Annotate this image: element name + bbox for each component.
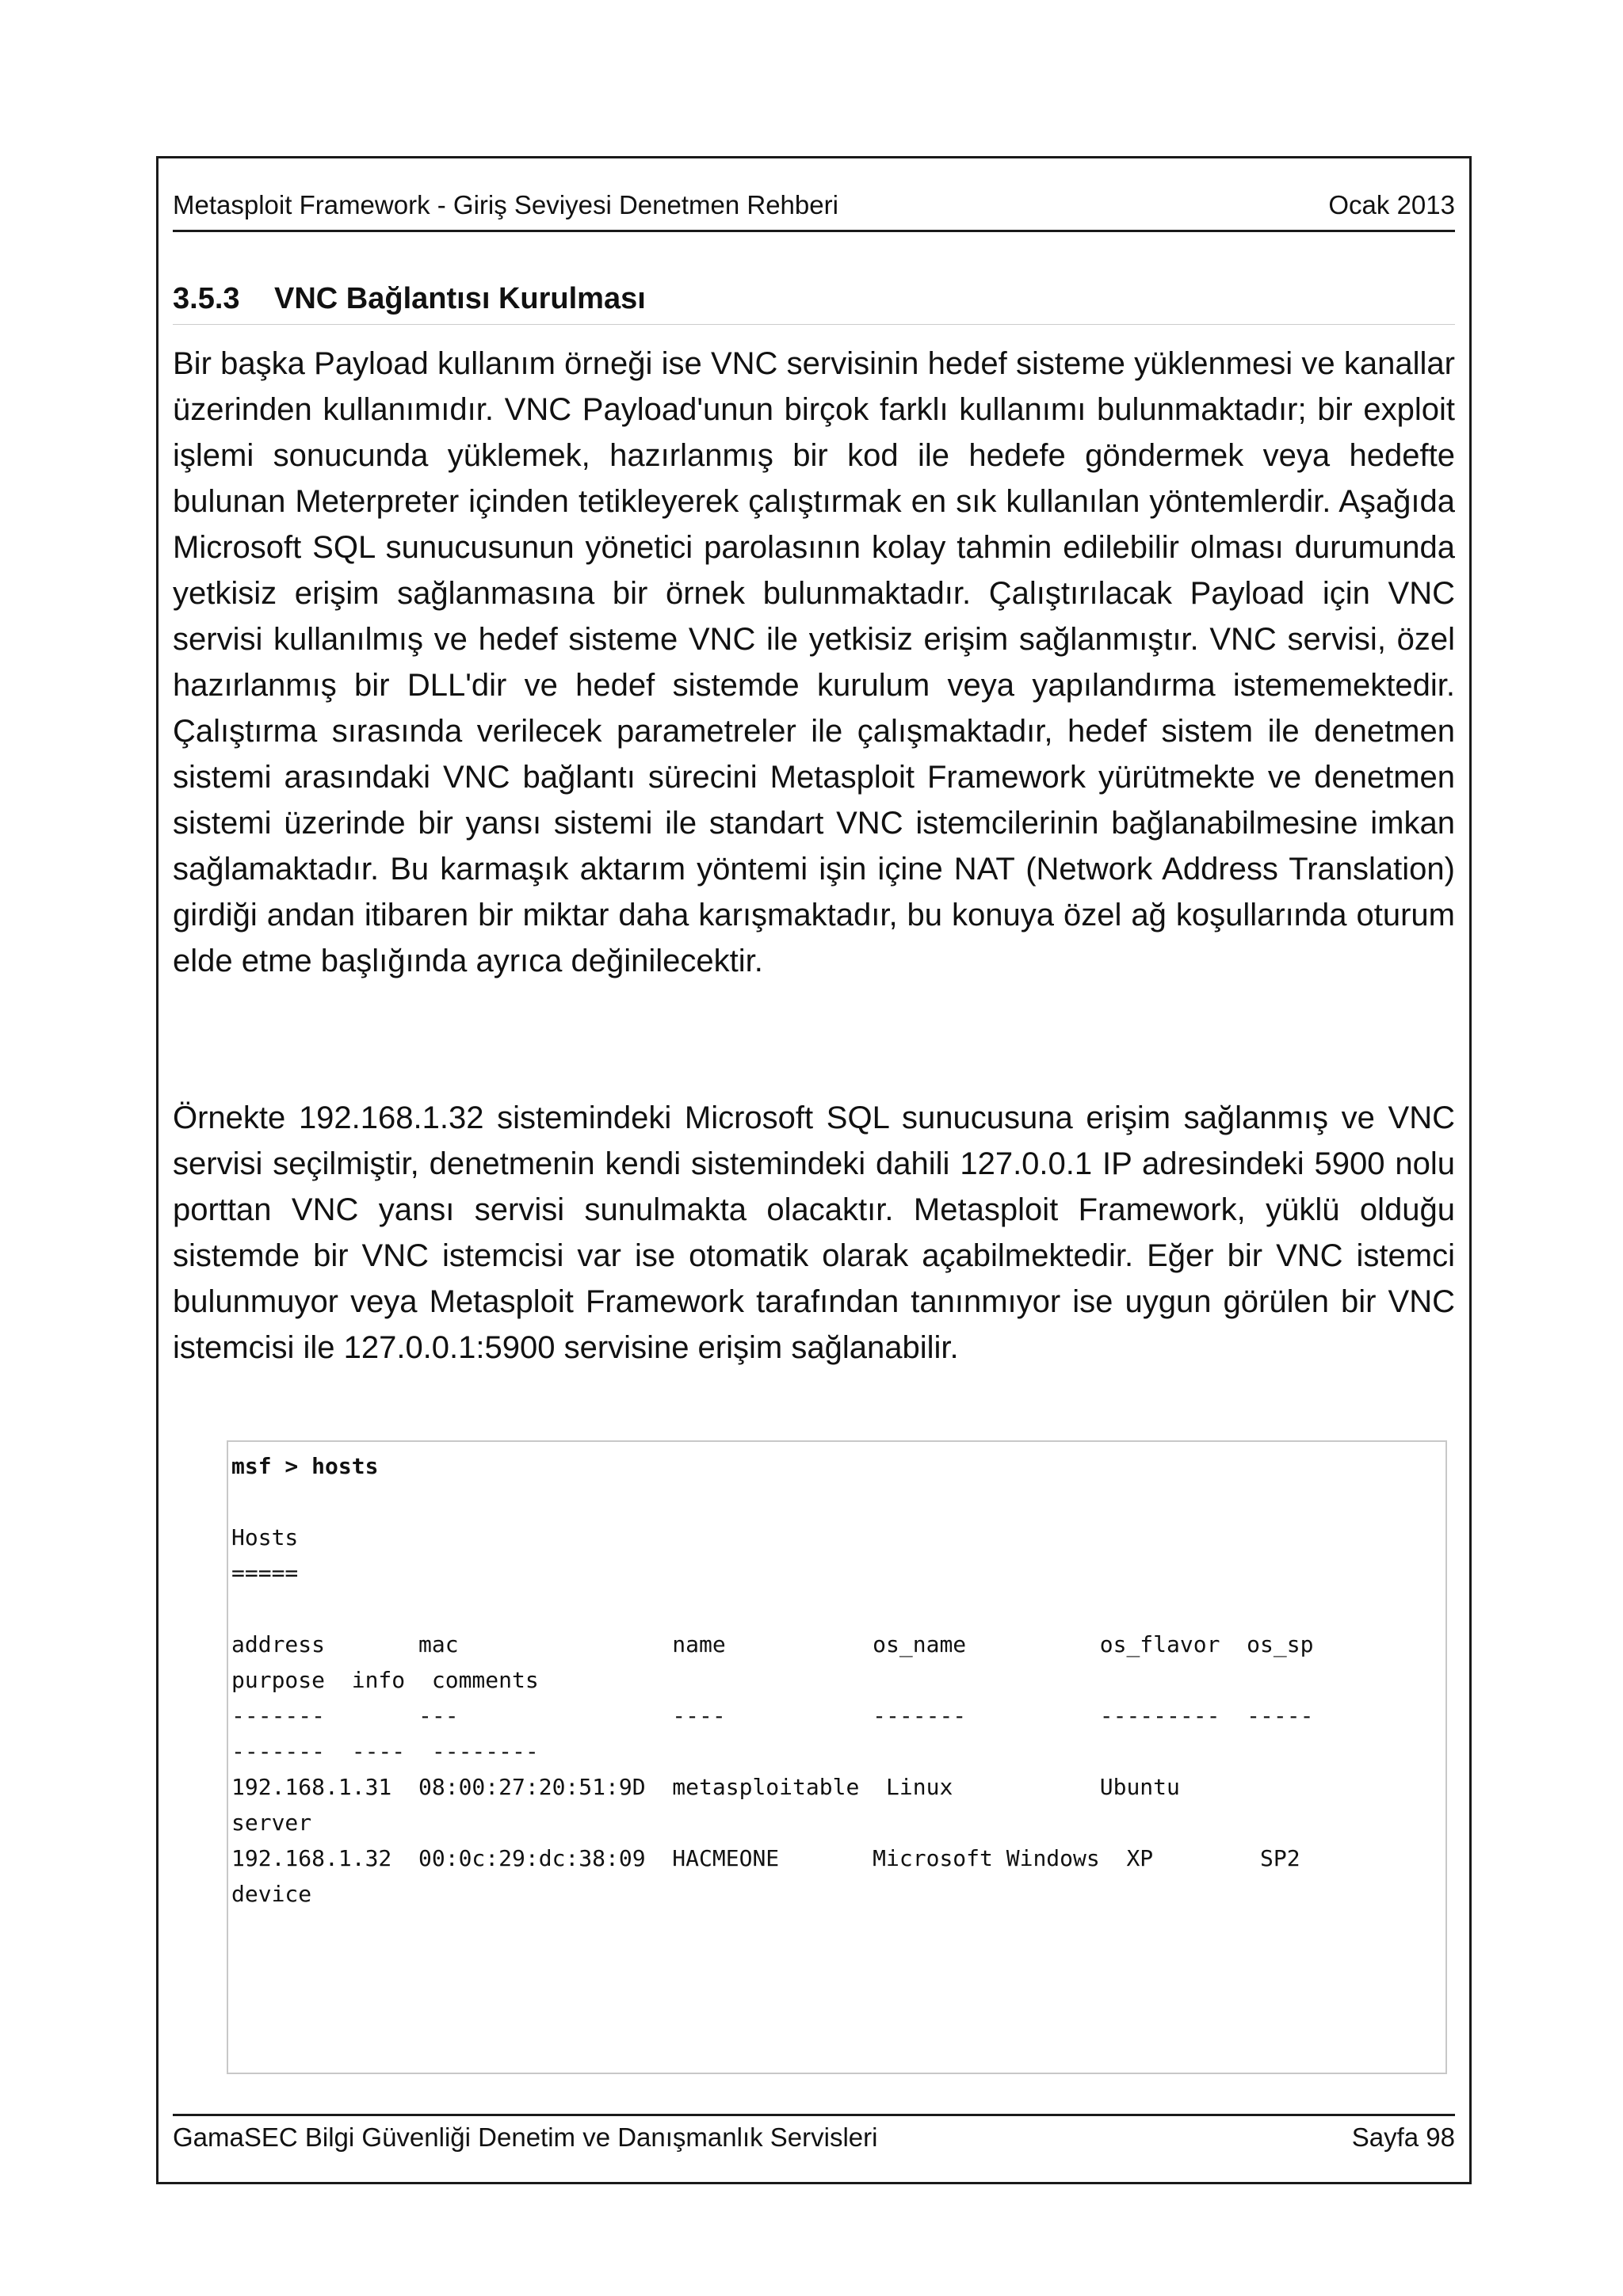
section-number: 3.5.3	[173, 282, 240, 315]
terminal-line: purpose info comments	[231, 1667, 539, 1693]
body-paragraph-2: Örnekte 192.168.1.32 sistemindeki Microsoft SQL sunucusuna erişim sağlanmış ve VNC servisi seçilmiştir, denetmenin kendi sistemindeki dahili 127.0.0.1 IP adresindeki 5900 nolu porttan VNC yansı servisi sunulmakta olacaktır. Metasploit Framework, yüklü olduğu sistemde bir VNC istemcisi var ise otomatik olarak açabilmektedir. Eğer bir VNC istemci bulunmuyor veya Metasploit Framework tarafından tanınmıyor ise uygun görülen bir VNC istemcisi ile 127.0.0.1:5900 servisine erişim sağlanabilir.	[173, 1100, 1455, 1365]
terminal-output	[227, 1440, 1447, 2074]
terminal-line: ------- ---- --------	[231, 1738, 539, 1764]
terminal-line: address mac name os_name os_flavor os_sp	[231, 1631, 1314, 1657]
terminal-command: msf > hosts	[231, 1453, 379, 1479]
page-footer	[173, 2114, 1455, 2153]
document-date: Ocak 2013	[1328, 190, 1455, 219]
terminal-line	[231, 1591, 1442, 1627]
page-header	[173, 181, 1455, 232]
terminal-line: 192.168.1.31 08:00:27:20:51:9D metasploitable Linux Ubuntu	[231, 1774, 1180, 1800]
terminal-line: ------- --- ---- ------- --------- -----	[231, 1703, 1314, 1729]
terminal-line: =====	[231, 1560, 299, 1586]
terminal-line: 192.168.1.32 00:0c:29:dc:38:09 HACMEONE Microsoft Windows XP SP2	[231, 1845, 1300, 1871]
terminal-line: device	[231, 1881, 312, 1907]
terminal-line	[231, 1484, 1442, 1520]
page-number: Sayfa 98	[1351, 2122, 1455, 2152]
page-frame	[156, 156, 1472, 2184]
document-title: Metasploit Framework - Giriş Seviyesi Denetmen Rehberi	[173, 190, 838, 219]
terminal-line: Hosts	[231, 1524, 299, 1550]
section-heading	[173, 282, 1455, 325]
section-title: VNC Bağlantısı Kurulması	[274, 282, 646, 315]
body-paragraph-1: Bir başka Payload kullanım örneği ise VNC servisinin hedef sisteme yüklenmesi ve kanallar üzerinden kullanımıdır. VNC Payload'unun birçok farklı kullanımı bulunmaktadır; bir exploit işlemi sonucunda yüklemek, hazırlanmış bir kod ile hedefe göndermek veya hedefte bulunan Meterpreter içinden tetikleyerek çalıştırmak en sık kullanılan yöntemlerdir. Aşağıda Microsoft SQL sunucusunun yönetici parolasının kolay tahmin edilebilir olması durumunda yetkisiz erişim sağlanmasına bir örnek bulunmaktadır. Çalıştırılacak Payload için VNC servisi kullanılmış ve hedef sisteme VNC ile yetkisiz erişim sağlanmıştır. VNC servisi, özel hazırlanmış bir DLL'dir ve hedef sistemde kurulum veya yapılandırma istememektedir. Çalıştırma sırasında verilecek parametreler ile çalışmaktadır, hedef sistem ile denetmen sistemi arasındaki VNC bağlantı sürecini Metasploit Framework yürütmekte ve denetmen sistemi üzerinde bir yansı sistemi ile standart VNC istemcilerinin bağlanabilmesine imkan sağlamaktadır. Bu karmaşık aktarım yöntemi işin içine NAT (Network Address Translation) girdiği andan itibaren bir miktar daha karışmaktadır, bu konuya özel ağ koşullarında oturum elde etme başlığında ayrıca değinilecektir.	[173, 346, 1455, 978]
footer-company: GamaSEC Bilgi Güvenliği Denetim ve Danışmanlık Servisleri	[173, 2122, 878, 2152]
terminal-line: server	[231, 1810, 312, 1836]
